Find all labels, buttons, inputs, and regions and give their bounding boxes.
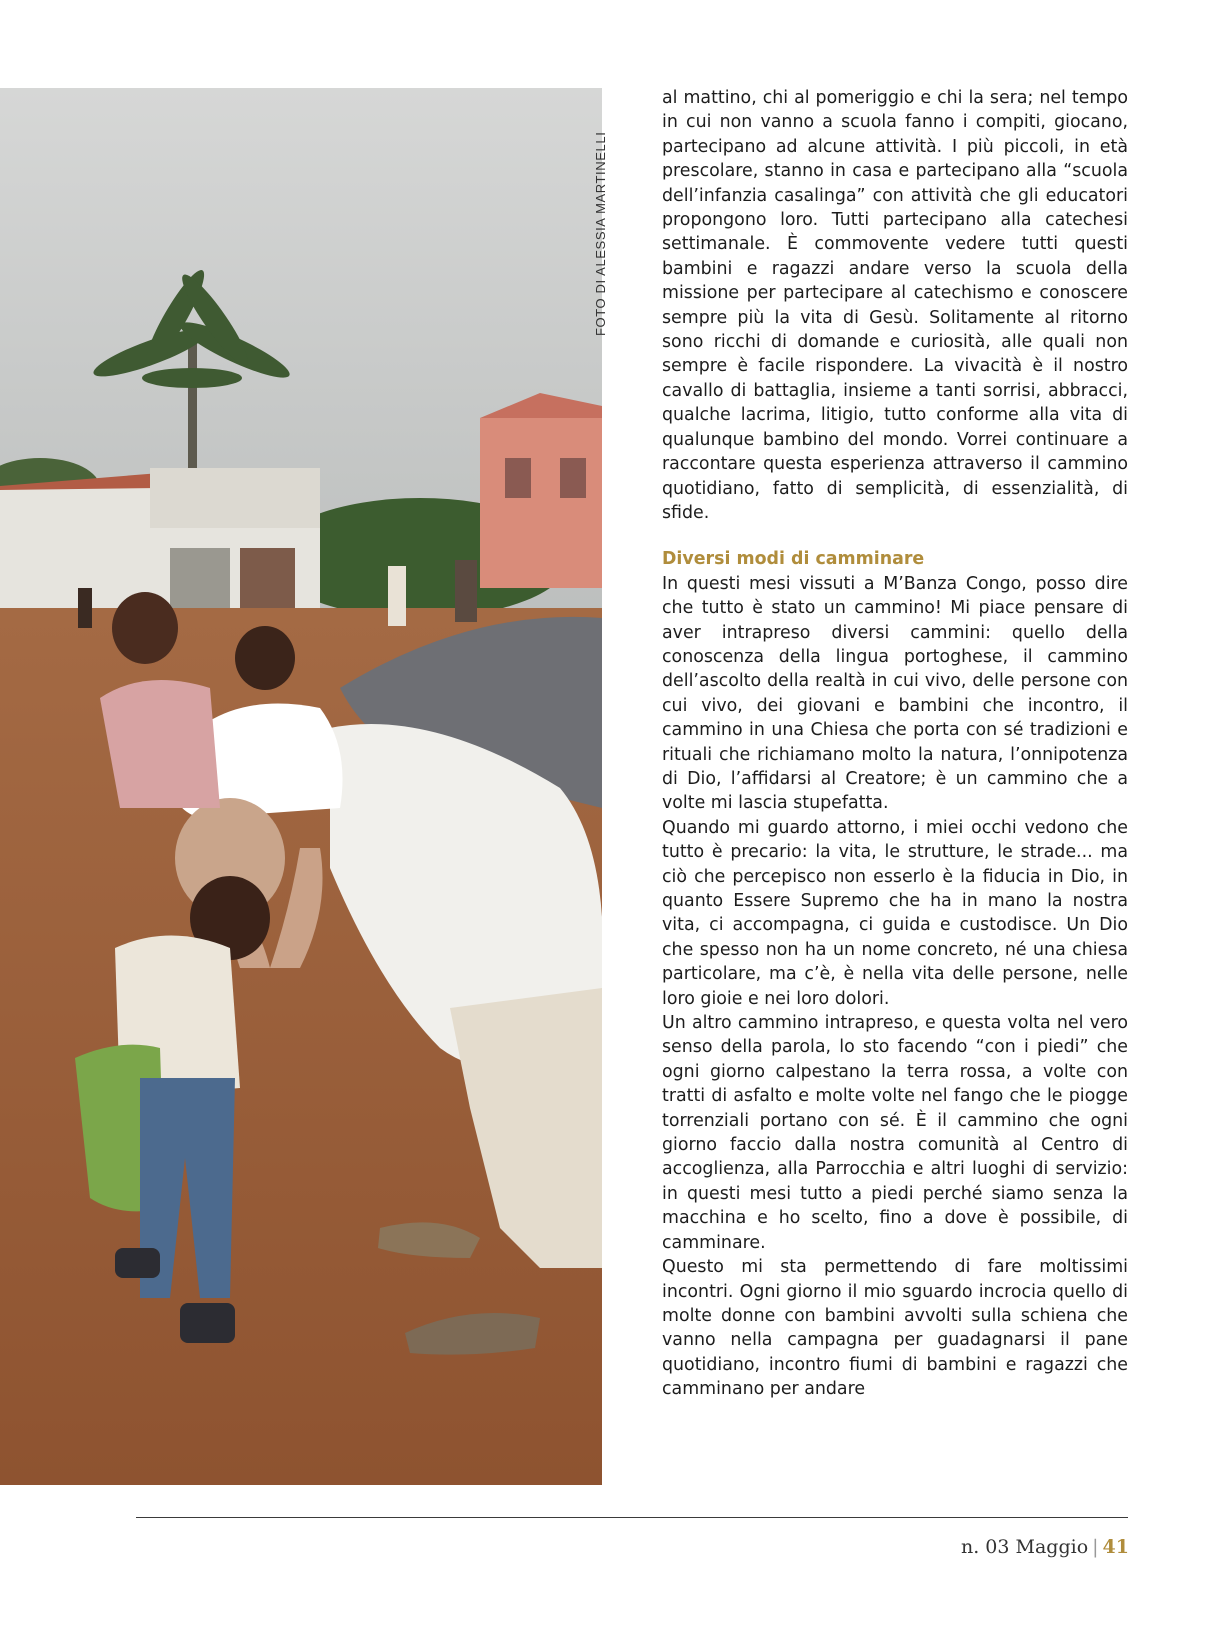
issue-label: n. 03 Maggio xyxy=(960,1536,1089,1558)
pink-building xyxy=(480,418,602,588)
section-heading: Diversi modi di camminare xyxy=(662,549,925,570)
footer-rule xyxy=(136,1517,1128,1518)
article-paragraph: Quando mi guardo attorno, i miei occhi vedono che tutto è precario: la vita, le strutture, le strade... ma ciò che percepisco non esserlo è la fiducia in Dio, in quanto Essere Supremo che ha in mano la nostra vita, ci accompagna, ci guida e custodisce. Un Dio che spesso non ha un nome concreto, né una chiesa particolare, ma c’è, è nella vita delle persone, nelle loro gioie e nei loro dolori. xyxy=(662,817,1128,1009)
photo-credit: FOTO DI ALESSIA MARTINELLI xyxy=(593,131,608,336)
bg-person xyxy=(388,566,406,626)
child-shoe xyxy=(115,1248,160,1278)
toddler-head xyxy=(235,626,295,690)
child-pink-shirt xyxy=(100,680,220,808)
photo-illustration xyxy=(0,88,602,1485)
child-head xyxy=(112,592,178,664)
footer-separator: | xyxy=(1092,1536,1099,1558)
article-paragraph: Un altro cammino intrapreso, e questa volta nel vero senso della parola, lo sto facendo “con i piedi” che ogni giorno calpestano la terra rossa, a volte con tratti di asfalto e molte volte nel fango che le piogge torrenziali portano con sé. È il cammino che ogni giorno faccio dalla nostra comunità al Centro di accoglienza, alla Parrocchia e altri luoghi di servizio: in questi mesi tutto a piedi perché siamo senza la macchina e ho scelto, fino a dove è possibile, di camminare. xyxy=(662,1013,1128,1253)
article-body xyxy=(662,86,1128,1402)
bg-person xyxy=(78,588,92,628)
article-paragraph: In questi mesi vissuti a M’Banza Congo, posso dire che tutto è stato un cammino! Mi piace pensare di aver intrapreso diversi cammini: quello della conoscenza della lingua portoghese, il cammino dell’ascolto della realtà in cui vivo, delle persone con cui vivo, dei giovani e bambini che incontro, il cammino in una Chiesa che porta con sé tradizioni e rituali che richiamano molto la natura, l’onnipotenza di Dio, l’affidarsi al Creatore; è un cammino che a volte mi lascia stupefatta. xyxy=(662,573,1128,814)
child-shoe xyxy=(180,1303,235,1343)
page-footer xyxy=(961,1536,1129,1558)
article-intro-paragraph: al mattino, chi al pomeriggio e chi la sera; nel tempo in cui non vanno a scuola fanno i compiti, giocano, partecipano ad alcune attività. I più piccoli, in età prescolare, stanno in casa e partecipano alla “scuola dell’infanzia casalinga” con attività che gli educatori propongono loro. Tutti partecipano alla catechesi settimanale. È commovente vedere tutti questi bambini e ragazzi andare verso la scuola della missione per partecipare al catechismo e conoscere sempre più la vita di Gesù. Solitamente al ritorno sono ricchi di domande e curiosità, alle quali non sempre è facile rispondere. La vivacità è il nostro cavallo di battaglia, insieme a tanti sorrisi, abbracci, qualche lacrima, litigio, tutto conforme alla vita di qualunque bambino del mondo. Vorrei continuare a raccontare questa esperienza attraverso il cammino quotidiano, fatto di semplicità, di essenzialità, di sfide. xyxy=(662,88,1128,523)
bg-person xyxy=(455,560,477,622)
page-number: 41 xyxy=(1102,1536,1129,1558)
article-photo xyxy=(0,88,602,1485)
article-paragraph: Questo mi sta permettendo di fare moltissimi incontri. Ogni giorno il mio sguardo incrocia quello di molte donne con bambini avvolti sulla schiena che vanno nella campagna per guadagnarsi il pane quotidiano, incontro fiumi di bambini e ragazzi che camminano per andare xyxy=(662,1257,1128,1400)
